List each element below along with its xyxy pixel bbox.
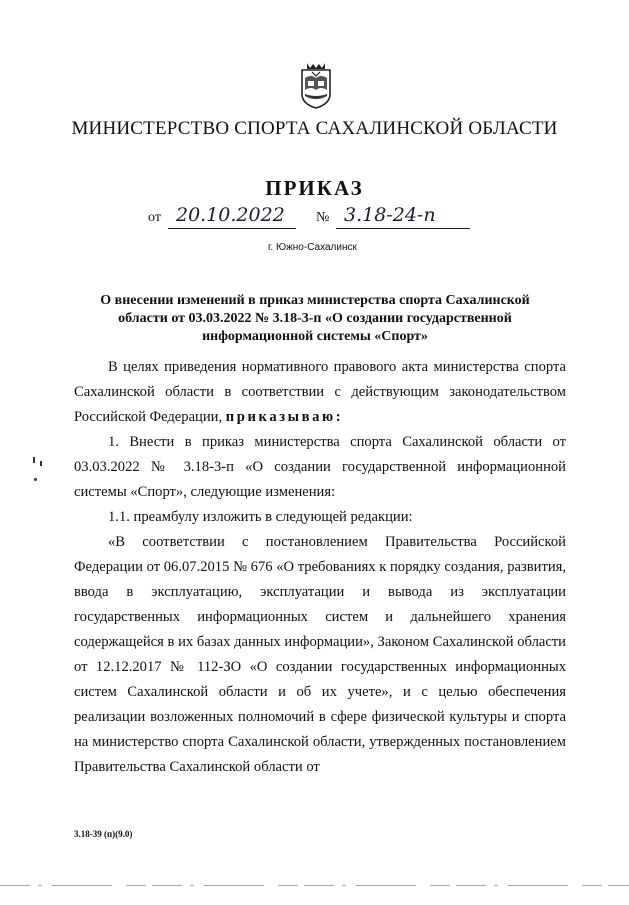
preamble-text: В целях приведения нормативного правового акта министерства спорта Сахалинской области в соответствии с действующим законодательством Российской Федерации, (74, 359, 566, 425)
new-preamble-paragraph: «В соответствии с постановлением Правительства Российской Федерации от 06.07.2015 № 676 «О требованиях к порядку создания, развития, ввода в эксплуатацию, эксплуатации и вывода из эксплуатации государственных информационных систем и дальнейшего хранения содержащейся в их базах данных информации», Законом Сахалинской области от 12.12.2017 № 112-ЗО «О создании государственных информационных систем Сахалинской области и об их учете», и с целью обеспечения реализации возложенных полномочий в сфере физической культуры и спорта на министерство спорта Сахалинской области, утвержденных постановлением Правительства Сахалинской области от (74, 534, 566, 775)
item-1-1-paragraph: 1.1. преамбулу изложить в следующей редакции: (108, 509, 413, 525)
preamble-paragraph (74, 355, 566, 430)
date-label: от (148, 210, 161, 225)
order-subject: О внесении изменений в приказ министерства спорта Сахалинской области от 03.03.2022 № 3.18-3-п «О создании государственной информационной системы «Спорт» (100, 293, 530, 344)
coat-of-arms-icon (299, 60, 333, 110)
number-label: № (316, 210, 330, 225)
document-code: 3.18-39 (п)(9.0) (74, 829, 133, 839)
ministry-name: МИНИСТЕРСТВО СПОРТА САХАЛИНСКОЙ ОБЛАСТИ (71, 118, 558, 139)
order-date: 20.10.2022 (176, 204, 285, 226)
item-1-paragraph: 1. Внести в приказ министерства спорта Сахалинской области от 03.03.2022 № 3.18-3-п «О создании государственной информационной системы «Спорт», следующие изменения: (74, 434, 566, 500)
order-body (74, 355, 566, 780)
order-number: 3.18-24-п (344, 204, 436, 226)
order-keyword: приказываю: (225, 409, 344, 425)
order-date-field (168, 206, 296, 229)
order-details (148, 206, 478, 232)
scan-edge-line (0, 885, 629, 886)
order-number-field (336, 206, 470, 229)
scan-artifact (34, 478, 37, 481)
scan-artifact (33, 457, 35, 463)
order-title: ПРИКАЗ (265, 176, 364, 200)
city: г. Южно-Сахалинск (268, 242, 357, 253)
scan-artifact (40, 461, 42, 466)
